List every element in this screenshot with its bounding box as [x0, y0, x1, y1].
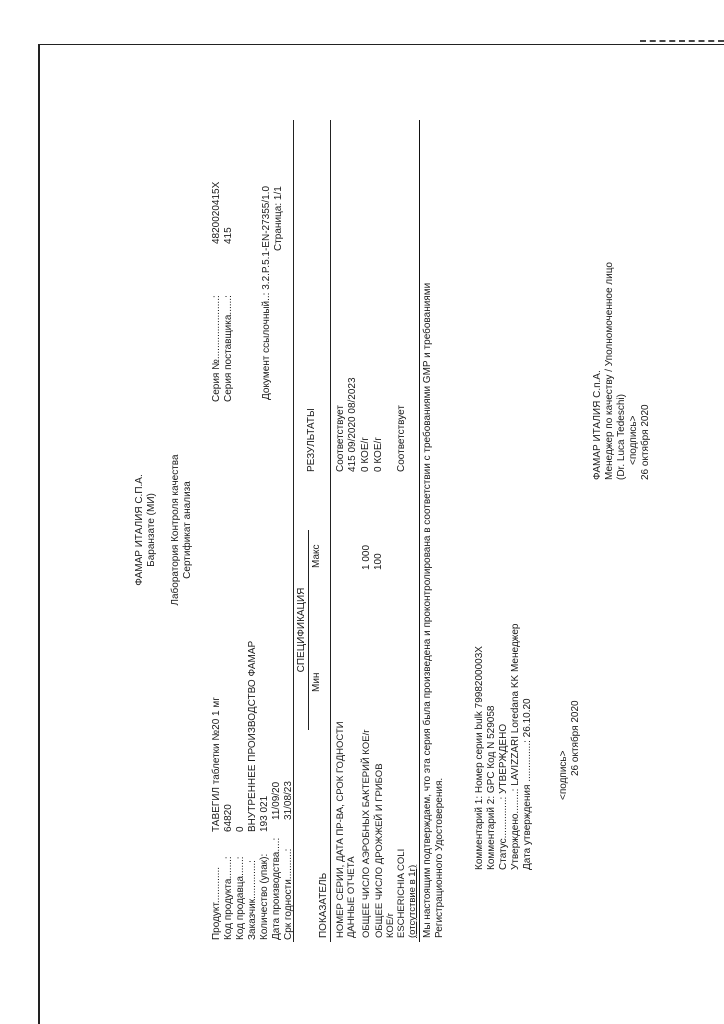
approved-by: Утверждено........: LAVIZZARI Loredana KK Менеджер — [510, 623, 521, 870]
table-header-rule — [330, 120, 331, 942]
comment-1: Комментарий 1: Номер серии bulk 7998200003X — [474, 646, 485, 870]
scan-artifact-dash — [640, 40, 724, 48]
customer-label: Заказчик.............: — [247, 860, 258, 940]
page-frame-left-border — [38, 44, 40, 1024]
comment-2: Комментарий 2: GPC Код N 529058 — [486, 705, 497, 870]
row-result: Соответствует — [335, 405, 346, 472]
declaration-line-1: Мы настоящим подтверждаем, что эта серия была произведена и проконтролирована в соответствии с требованиями GMP и требованиями — [422, 282, 433, 938]
row-max: 1 000 — [361, 544, 372, 570]
seller-code-label: Код продавца......: — [235, 856, 246, 940]
quantity-label: Количество (упак): — [259, 853, 270, 940]
series-label: Серия №......................: — [211, 295, 222, 402]
row-result: 0 КОЕ/г — [373, 437, 384, 472]
page-frame-top-border — [38, 44, 724, 45]
table-top-rule — [293, 120, 294, 942]
row-indicator-name: НОМЕР СЕРИИ, ДАТА ПР-ВА, СРОК ГОДНОСТИ — [335, 721, 346, 938]
row-max: 100 — [373, 553, 384, 570]
product-value: ТАВЕГИЛ таблетки №20 1 мг — [211, 697, 222, 832]
approval-date: Дата утверждения ..............: 26.10.20 — [522, 698, 533, 870]
spec-group-rule — [308, 530, 309, 730]
product-label: Продукт............. — [211, 866, 222, 940]
qp-company: ФАМАР ИТАЛИЯ С.п.А. — [592, 370, 603, 480]
seller-code-value: 0 — [235, 826, 246, 832]
quantity-value: 193 021 — [259, 795, 270, 832]
row-indicator-subname: КОЕ/г — [385, 912, 396, 938]
company-name: ФАМАР ИТАЛИЯ С.П.А. — [134, 474, 145, 586]
expiry-value: 31/08/23 — [283, 781, 294, 820]
product-code-label: Код продукта.......: — [223, 856, 234, 940]
product-code-value: 64820 — [223, 804, 234, 832]
col-header-max: Макс — [311, 544, 322, 568]
col-header-spec: СПЕЦИФИКАЦИЯ — [296, 587, 307, 673]
status: Статус..............: УТВЕРЖДЕНО — [498, 723, 509, 870]
manufacture-date-label: Дата производства....: — [271, 837, 282, 940]
expiry-label: Срк годности..........: — [283, 848, 294, 940]
row-indicator-name: ОБЩЕЕ ЧИСЛО ДРОЖЖЕЙ И ГРИБОВ — [374, 763, 385, 938]
reference-document: Документ ссылочный..: 3.2.P.5.1-EN-27355/1.0 — [261, 185, 272, 400]
supplier-series-value: 415 — [223, 227, 234, 244]
series-value: 4820020415X — [211, 181, 222, 244]
company-city: Баранзате (МИ) — [146, 493, 157, 567]
col-header-indicator: ПОКАЗАТЕЛЬ — [318, 872, 329, 938]
qp-signature: <подпись> — [628, 415, 639, 465]
page-number: Страница: 1/1 — [273, 186, 284, 251]
qp-role: Менеджер по качеству / Уполномоченное лицо — [604, 262, 615, 480]
qp-name: (Dr. Luca Tedeschi) — [616, 394, 627, 480]
manufacture-date-value: 11/09/20 — [271, 781, 282, 820]
col-header-results: РЕЗУЛЬТАТЫ — [306, 408, 317, 472]
row-result: Соответствует — [396, 405, 407, 472]
row-indicator-name: ESCHERICHIA COLI — [396, 848, 407, 938]
row-result-detail: 415 09/2020 08/2023 — [347, 377, 358, 472]
lab-name: Лаборатория Контроля качества — [170, 454, 181, 606]
supplier-series-label: Серия поставщика......: — [223, 295, 234, 402]
approver-sign-date: 26 октября 2020 — [570, 700, 581, 776]
customer-value: ВНУТРЕННЕЕ ПРОИЗВОДСТВО ФАМАР — [247, 640, 258, 832]
qp-sign-date: 26 октября 2020 — [640, 404, 651, 480]
col-header-min: Мин — [311, 672, 322, 692]
row-indicator-subname: (отсутствие в 1г) — [407, 864, 418, 938]
approver-signature: <подпись> — [558, 750, 569, 800]
table-bottom-rule — [419, 120, 420, 942]
rotated-certificate-body — [80, 100, 660, 960]
row-indicator-subname: ДАННЫЕ ОТЧЕТА — [346, 856, 357, 938]
row-indicator-name: ОБЩЕЕ ЧИСЛО АЭРОБНЫХ БАКТЕРИЙ КОЕ/г — [361, 729, 372, 938]
row-result: 0 КОЕ/г — [360, 437, 371, 472]
document-type: Сертификат анализа — [182, 481, 193, 579]
declaration-line-2: Регистрационного Удостоверения. — [434, 777, 445, 938]
